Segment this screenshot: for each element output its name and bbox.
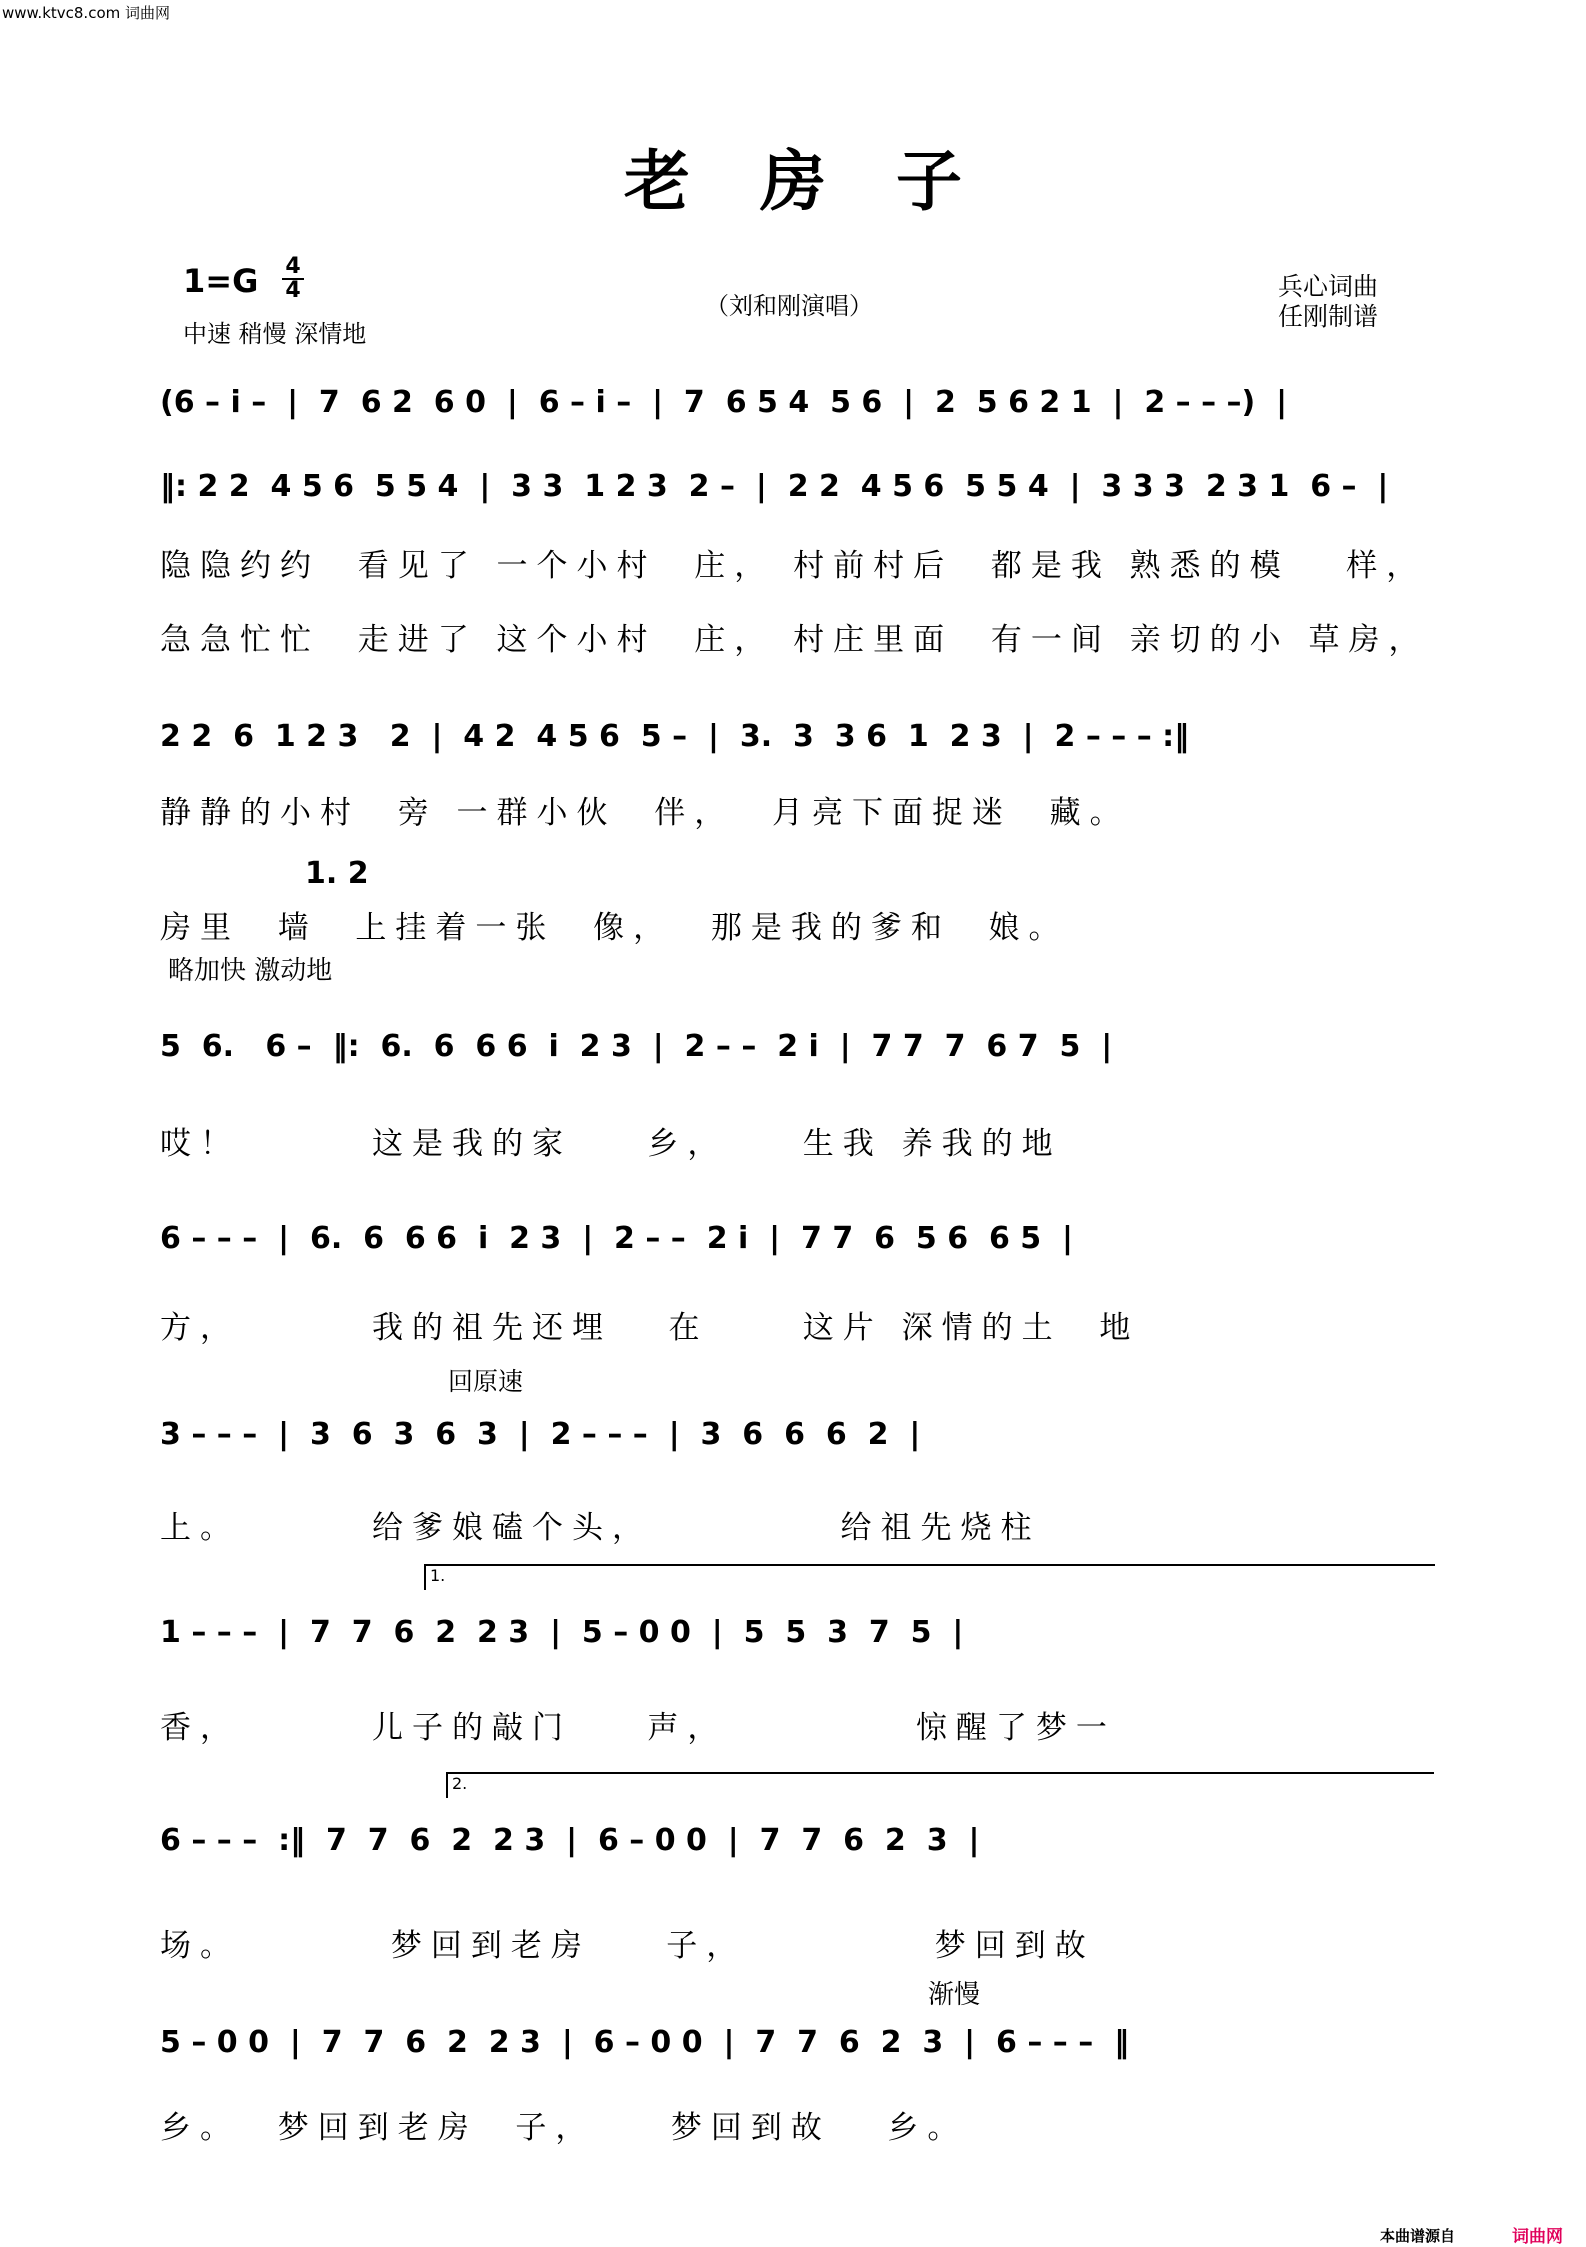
tempo-change-slowing: 渐慢 [928,1980,981,2010]
lyric-line: 静静的小村 旁 一群小伙 伴， 月亮下面捉迷 藏。 [160,795,1130,831]
lyric-line: 哎！ 这是我的家 乡， 生我 养我的地 [160,1126,1062,1162]
lyric-line: 方， 我的祖先还埋 在 这片 深情的土 地 [160,1310,1140,1346]
tempo-change-original: 回原速 [448,1367,524,1396]
music-line: 5 6. 6 – ‖: 6. 6 6 6 i 2 3 | 2 – – 2 i | 7 7 7 6 7 5 | [160,1028,1113,1064]
key-signature: 1=G [183,262,259,300]
lyric-line: 香， 儿子的敲门 声， 惊醒了梦一 [160,1710,1116,1746]
brand-logo-text: 词曲网 [1512,2227,1563,2247]
volta-bracket-1: 1. [424,1564,1435,1590]
lyric-line: 房里 墙 上挂着一张 像， 那是我的爹和 娘。 [160,910,1069,946]
volta-bracket-2: 2. [446,1772,1434,1798]
composer-credit [1278,272,1378,332]
music-line: 6 – – – | 6. 6 6 6 i 2 3 | 2 – – 2 i | 7 7 6 5 6 6 5 | [160,1220,1073,1256]
singer-credit: （刘和刚演唱） [705,292,873,320]
meter-bottom: 4 [282,278,304,302]
music-line: 6 – – – :‖ 7 7 6 2 2 3 | 6 – 0 0 | 7 7 6 2 3 | [160,1822,980,1858]
credit-line: 任刚制谱 [1278,302,1379,331]
time-signature [282,256,304,302]
music-line: 3 – – – | 3 6 3 6 3 | 2 – – – | 3 6 6 6 2 | [160,1416,921,1452]
music-line: 5 – 0 0 | 7 7 6 2 2 3 | 6 – 0 0 | 7 7 6 2 3 | 6 – – – ‖ [160,2024,1130,2060]
lyric-line: 上。 给爹娘磕个头， 给祖先烧柱 [160,1510,1041,1546]
lyric-line: 隐隐约约 看见了 一个小村 庄， 村前村后 都是我 熟悉的模 样， [160,548,1427,584]
lyric-line: 乡。 梦回到老房 子， 梦回到故 乡。 [160,2110,968,2146]
meter-top: 4 [285,254,301,279]
footer-note: 本曲谱源自 [1380,2227,1456,2245]
credit-line: 兵心词曲 [1278,272,1379,301]
lyric-line: 急急忙忙 走进了 这个小村 庄， 村庄里面 有一间 亲切的小 草房， [160,622,1429,658]
music-line: (6 – i – | 7 6 2 6 0 | 6 – i – | 7 6 5 4 5 6 | 2 5 6 2 1 | 2 – – –) | [160,384,1288,420]
lyric-line: 场。 梦回到老房 子， 梦回到故 [160,1928,1095,1964]
music-line: 1 – – – | 7 7 6 2 2 3 | 5 – 0 0 | 5 5 3 7 5 | [160,1614,964,1650]
source-watermark: www.ktvc8.com 词曲网 [2,4,171,22]
tempo-change-faster: 略加快 激动地 [168,956,333,986]
music-line: ‖: 2 2 4 5 6 5 5 4 | 3 3 1 2 3 2 – | 2 2 4 5 6 5 5 4 | 3 3 3 2 3 1 6 – | [160,468,1389,504]
tempo-marking: 中速 稍慢 深情地 [183,320,367,348]
music-line: 2 2 6 1 2 3 2 | 4 2 4 5 6 5 – | 3. 3 3 6 1 2 3 | 2 – – – :‖ [160,718,1190,754]
alternate-notes: 1. 2 [305,856,369,891]
page-title: 老房子 [624,142,1032,220]
